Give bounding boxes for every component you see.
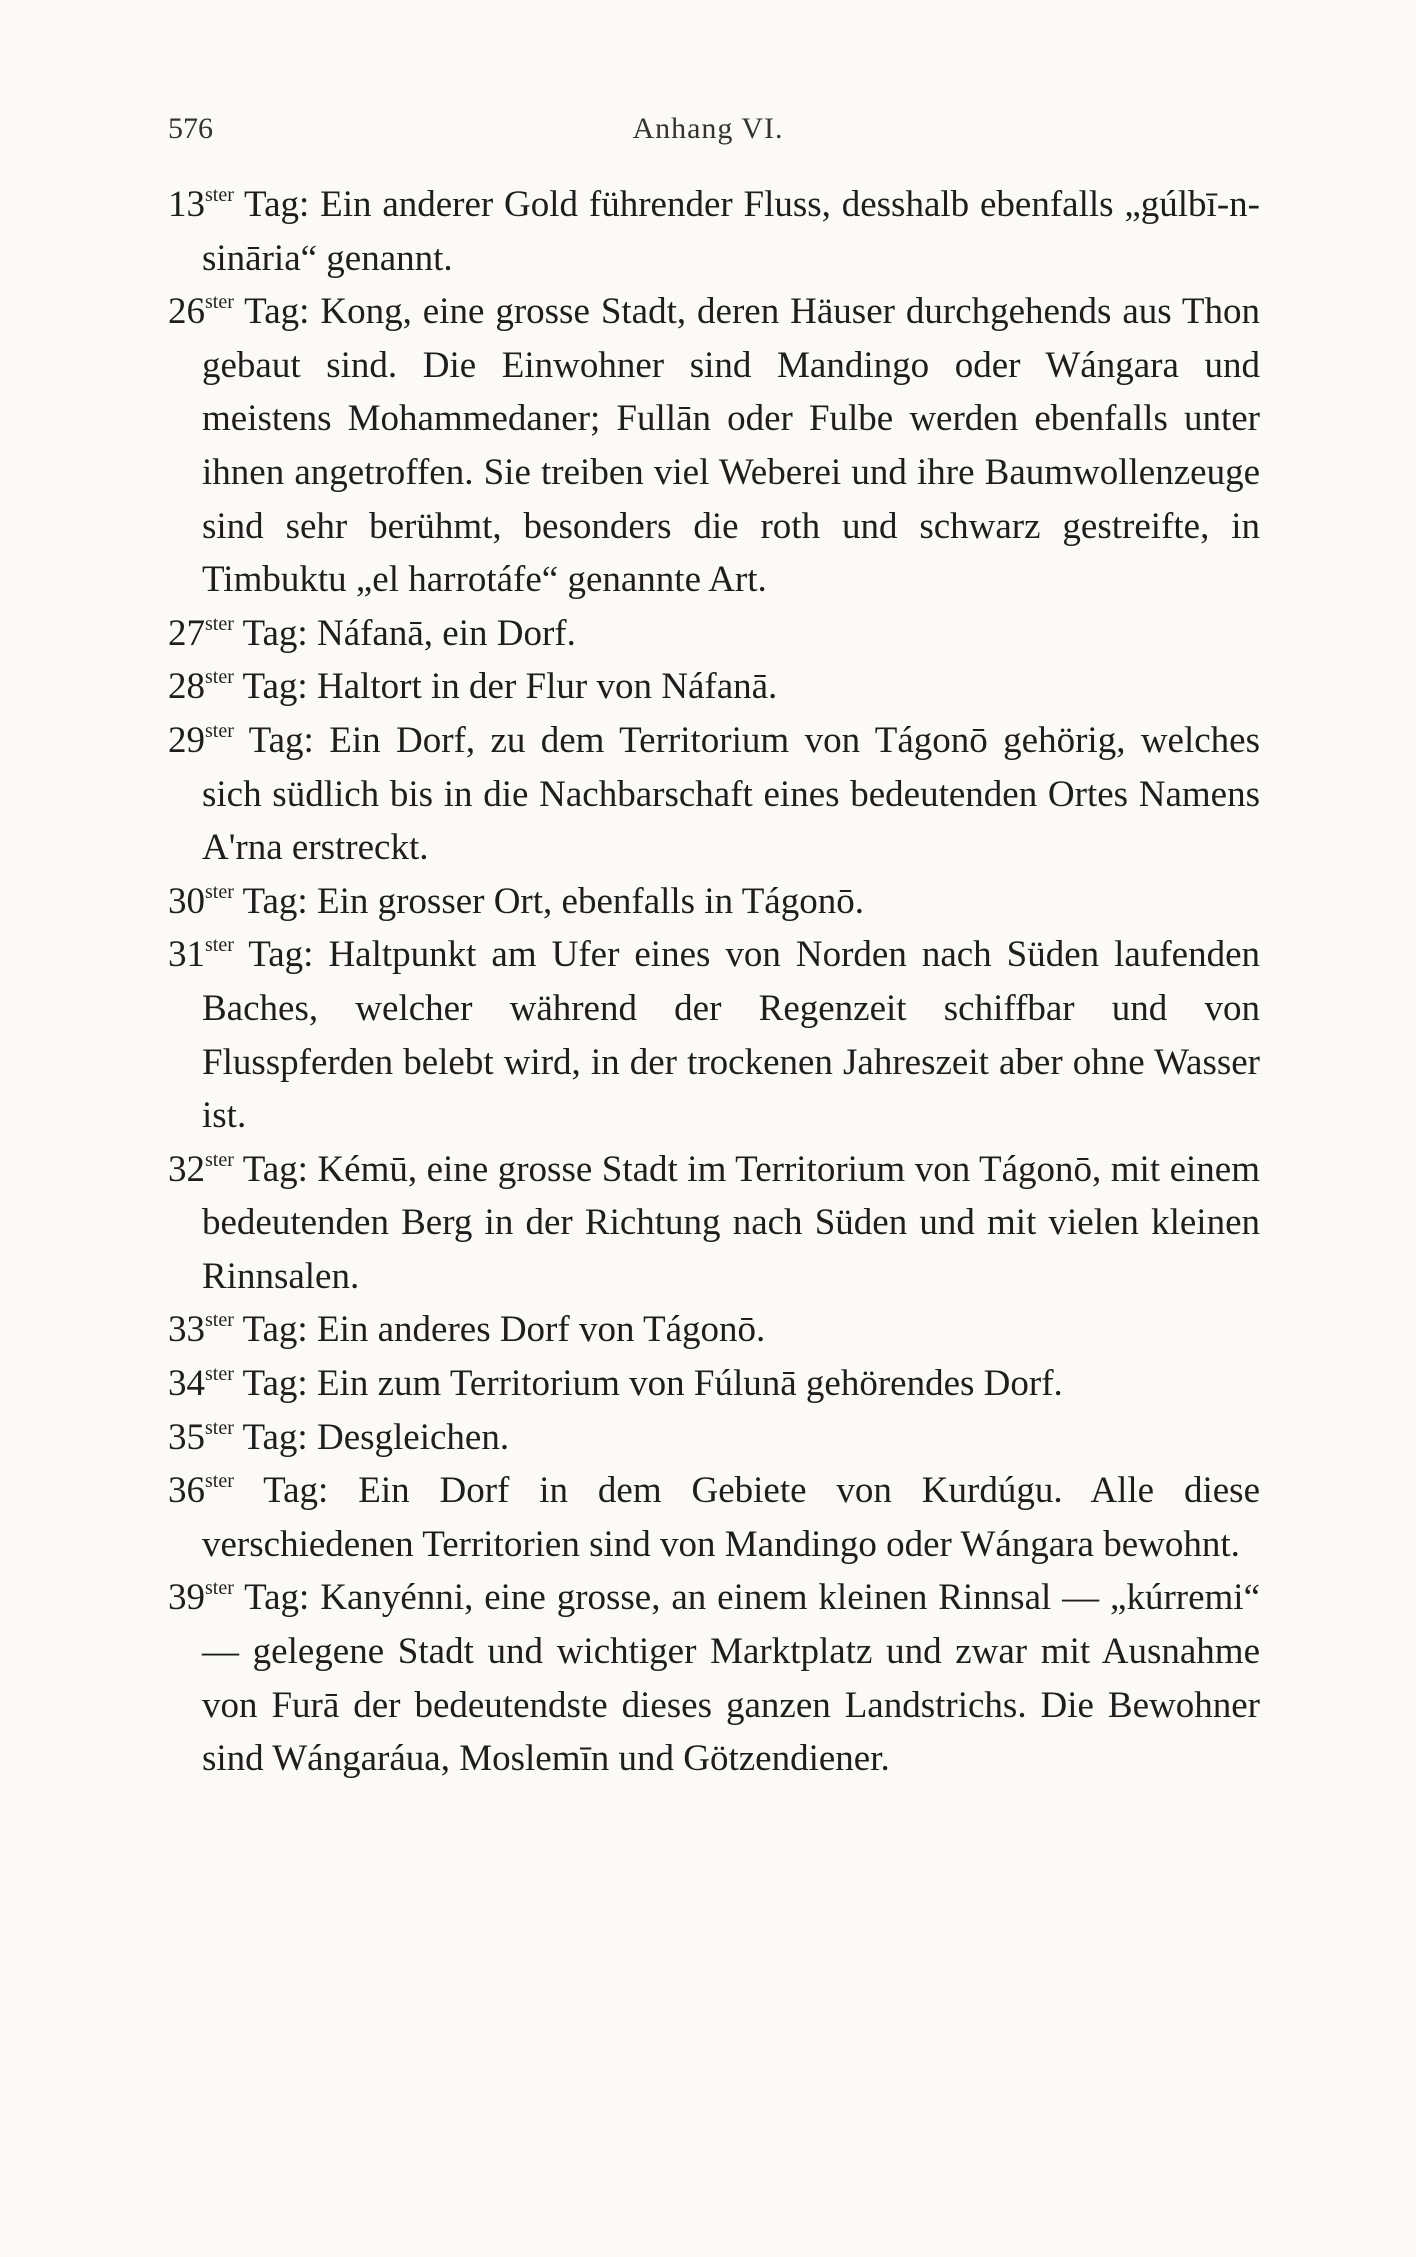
- page-number: 576: [168, 112, 213, 145]
- entry-day-34: $34^{ster}$ Tag: Ein zum Territorium von Fúlunā gehörendes Dorf.: [168, 1363, 1063, 1405]
- entry-day-33: $33^{ster}$ Tag: Ein anderes Dorf von Tágonō.: [168, 1309, 766, 1351]
- entry-day-36: $36^{ster}$ Tag: Ein Dorf in dem Gebiete von Kurdúgu. Alle diese verschiedenen Territorien sind von Mandingo oder Wángara bewohnt.: [168, 1470, 1261, 1565]
- entry-day-31: $31^{ster}$ Tag: Haltpunkt am Ufer eines von Norden nach Süden laufenden Baches, welcher während der Regenzeit schiffbar und von Flusspferden belebt wird, in der trockenen Jahreszeit aber ohne Wasser ist.: [168, 934, 1261, 1137]
- entry-day-13: $13^{ster}$ Tag: Ein anderer Gold führender Fluss, desshalb ebenfalls „gúlbī-n-sināria“ genannt.: [168, 184, 1260, 279]
- entry-day-35: $35^{ster}$ Tag: Desgleichen.: [168, 1416, 510, 1458]
- entry-day-30: $30^{ster}$ Tag: Ein grosser Ort, ebenfalls in Tágonō.: [168, 880, 864, 922]
- entry-day-27: $27^{ster}$ Tag: Náfanā, ein Dorf.: [168, 612, 576, 654]
- entry-day-32: $32^{ster}$ Tag: Kémū, eine grosse Stadt im Territorium von Tágonō, mit einem bedeutenden Berg in der Richtung nach Süden und mit vielen kleinen Rinnsalen.: [168, 1148, 1260, 1297]
- running-title: Anhang VI.: [632, 112, 784, 145]
- entry-day-28: $28^{ster}$ Tag: Haltort in der Flur von Náfanā.: [168, 666, 778, 708]
- entry-day-26: $26^{ster}$ Tag: Kong, eine grosse Stadt, deren Häuser durchgehends aus Thon gebaut sind. Die Einwohner sind Mandingo oder Wángara und meistens Mohammedaner; Fullān oder Fulbe werden ebenfalls unter ihnen angetroffen. Sie treiben viel Weberei und ihre Baumwollenzeuge sind sehr berühmt, besonders die roth und schwarz gestreifte, in Timbuktu „el harrotáfe“ genannte Art.: [168, 291, 1261, 601]
- entry-day-29: $29^{ster}$ Tag: Ein Dorf, zu dem Territorium von Tágonō gehörig, welches sich südlich bis in die Nachbarschaft eines bedeutenden Ortes Namens A'rna erstreckt.: [168, 719, 1260, 869]
- entry-day-39: $39^{ster}$ Tag: Kanyénni, eine grosse, an einem kleinen Rinnsal — „kúrremi“ — gelegene Stadt und wichtiger Marktplatz und zwar mit Ausnahme von Furā der bedeutendste dieses ganzen Landstrichs. Die Bewohner sind Wángaráua, Moslemīn und Götzendiener.: [168, 1577, 1260, 1780]
- entry-list: [168, 178, 1260, 1786]
